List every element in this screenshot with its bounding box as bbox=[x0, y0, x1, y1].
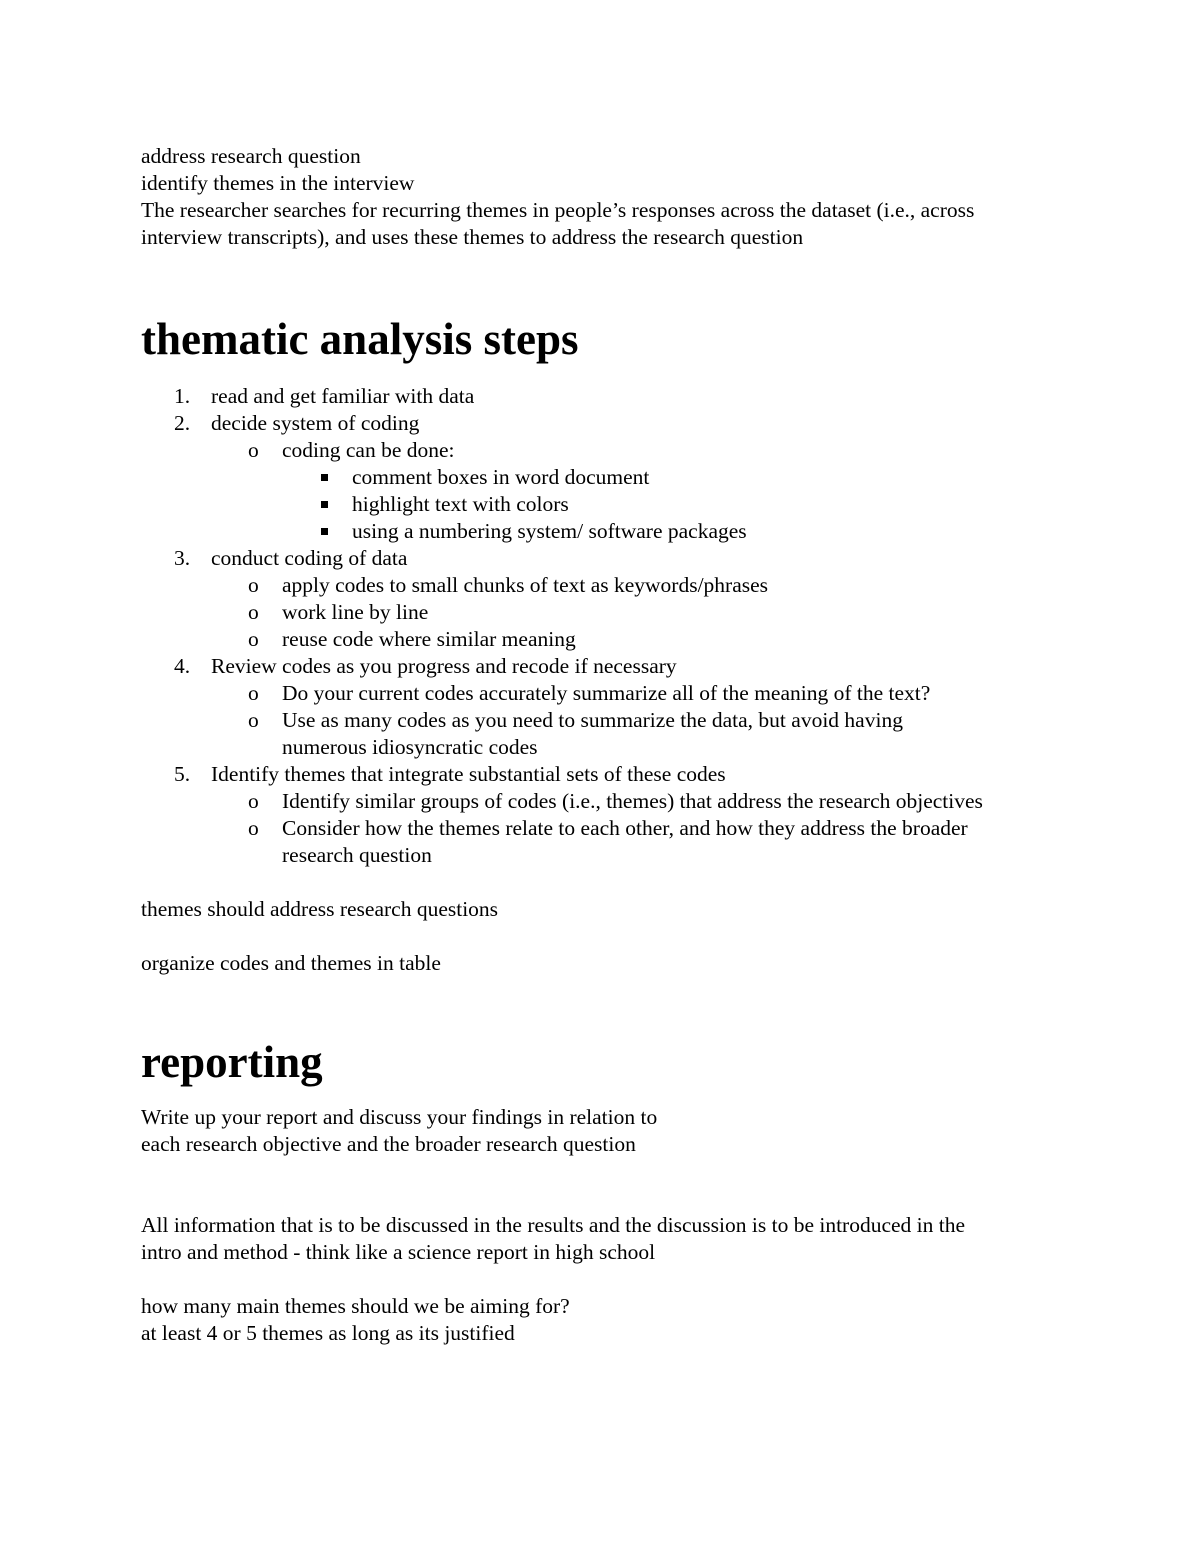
sub-list bbox=[211, 680, 1061, 761]
square-bullet-icon bbox=[321, 474, 328, 481]
note-paragraph: organize codes and themes in table bbox=[141, 951, 441, 975]
list-item bbox=[141, 383, 1061, 410]
intro-line: interview transcripts), and uses these themes to address the research question bbox=[141, 225, 804, 249]
steps-list bbox=[141, 383, 1061, 869]
circle-bullet-icon: o bbox=[248, 600, 259, 624]
paragraph-line: Write up your report and discuss your findings in relation to bbox=[141, 1105, 658, 1129]
sub-list-item bbox=[141, 788, 1061, 815]
circle-bullet-icon: o bbox=[248, 438, 259, 462]
document-page bbox=[141, 143, 1061, 1347]
spacer bbox=[141, 1266, 1061, 1293]
circle-bullet-icon: o bbox=[248, 573, 259, 597]
note-paragraph: themes should address research questions bbox=[141, 897, 499, 921]
list-number: 2. bbox=[174, 411, 191, 435]
list-number: 4. bbox=[174, 654, 191, 678]
list-item bbox=[141, 545, 1061, 653]
sub-list-item-text-continued: research question bbox=[282, 843, 432, 867]
circle-bullet-icon: o bbox=[248, 789, 259, 813]
list-number: 1. bbox=[174, 384, 191, 408]
sub-list-item bbox=[141, 599, 1061, 626]
paragraph-line: All information that is to be discussed in the results and the discussion is to be introduced in the bbox=[141, 1213, 966, 1237]
sub-list bbox=[211, 788, 1061, 869]
list-item bbox=[141, 761, 1061, 869]
sub-list-item bbox=[141, 680, 1061, 707]
spacer bbox=[141, 1158, 1061, 1212]
sub-list-item-text: Identify similar groups of codes (i.e., themes) that address the research objectives bbox=[282, 789, 983, 813]
circle-bullet-icon: o bbox=[248, 708, 259, 732]
list-item-text: conduct coding of data bbox=[211, 546, 408, 570]
paragraph-line: at least 4 or 5 themes as long as its justified bbox=[141, 1321, 515, 1345]
sub-list-item-text: coding can be done: bbox=[282, 438, 455, 462]
sub-list-item bbox=[141, 626, 1061, 653]
sub-list-item-text: reuse code where similar meaning bbox=[282, 627, 576, 651]
sub-sub-list-item-text: highlight text with colors bbox=[352, 492, 569, 516]
sub-list-item-text: Do your current codes accurately summarize all of the meaning of the text? bbox=[282, 681, 931, 705]
reporting-paragraph bbox=[141, 1212, 1061, 1266]
section-heading-thematic-analysis: thematic analysis steps bbox=[141, 314, 579, 364]
sub-list-item-text: apply codes to small chunks of text as keywords/phrases bbox=[282, 573, 769, 597]
sub-list-item-text: Consider how the themes relate to each other, and how they address the broader bbox=[282, 816, 968, 840]
spacer bbox=[141, 923, 1061, 950]
circle-bullet-icon: o bbox=[248, 627, 259, 651]
paragraph-line: how many main themes should we be aiming for? bbox=[141, 1294, 570, 1318]
list-number: 5. bbox=[174, 762, 191, 786]
sub-list-item bbox=[141, 437, 1061, 545]
spacer bbox=[141, 869, 1061, 896]
paragraph-line: each research objective and the broader research question bbox=[141, 1132, 636, 1156]
list-item-text: Identify themes that integrate substantial sets of these codes bbox=[211, 762, 726, 786]
sub-sub-list-item bbox=[141, 464, 1061, 491]
list-number: 3. bbox=[174, 546, 191, 570]
sub-sub-list-item bbox=[141, 518, 1061, 545]
sub-sub-list-item bbox=[141, 491, 1061, 518]
reporting-paragraph bbox=[141, 1104, 1061, 1158]
circle-bullet-icon: o bbox=[248, 816, 259, 840]
list-item-text: Review codes as you progress and recode if necessary bbox=[211, 654, 677, 678]
section-heading-reporting: reporting bbox=[141, 1037, 323, 1087]
sub-list-item bbox=[141, 572, 1061, 599]
sub-sub-list-item-text: using a numbering system/ software packages bbox=[352, 519, 747, 543]
list-item bbox=[141, 410, 1061, 545]
sub-sub-list-item-text: comment boxes in word document bbox=[352, 465, 650, 489]
sub-list-item-text: work line by line bbox=[282, 600, 429, 624]
paragraph-line: intro and method - think like a science report in high school bbox=[141, 1240, 656, 1264]
square-bullet-icon bbox=[321, 501, 328, 508]
circle-bullet-icon: o bbox=[248, 681, 259, 705]
reporting-paragraph bbox=[141, 1293, 1061, 1347]
intro-line: The researcher searches for recurring themes in people’s responses across the dataset (i.e., across bbox=[141, 198, 975, 222]
sub-list-item bbox=[141, 815, 1061, 869]
square-bullet-icon bbox=[321, 528, 328, 535]
sub-list-item-text-continued: numerous idiosyncratic codes bbox=[282, 735, 538, 759]
sub-list bbox=[211, 437, 1061, 545]
list-item bbox=[141, 653, 1061, 761]
intro-line: identify themes in the interview bbox=[141, 171, 415, 195]
list-item-text: decide system of coding bbox=[211, 411, 420, 435]
sub-list-item-text: Use as many codes as you need to summarize the data, but avoid having bbox=[282, 708, 903, 732]
sub-list bbox=[211, 572, 1061, 653]
sub-sub-list bbox=[282, 464, 1061, 545]
intro-paragraph bbox=[141, 143, 1061, 251]
list-item-text: read and get familiar with data bbox=[211, 384, 475, 408]
sub-list-item bbox=[141, 707, 1061, 761]
intro-line: address research question bbox=[141, 144, 361, 168]
